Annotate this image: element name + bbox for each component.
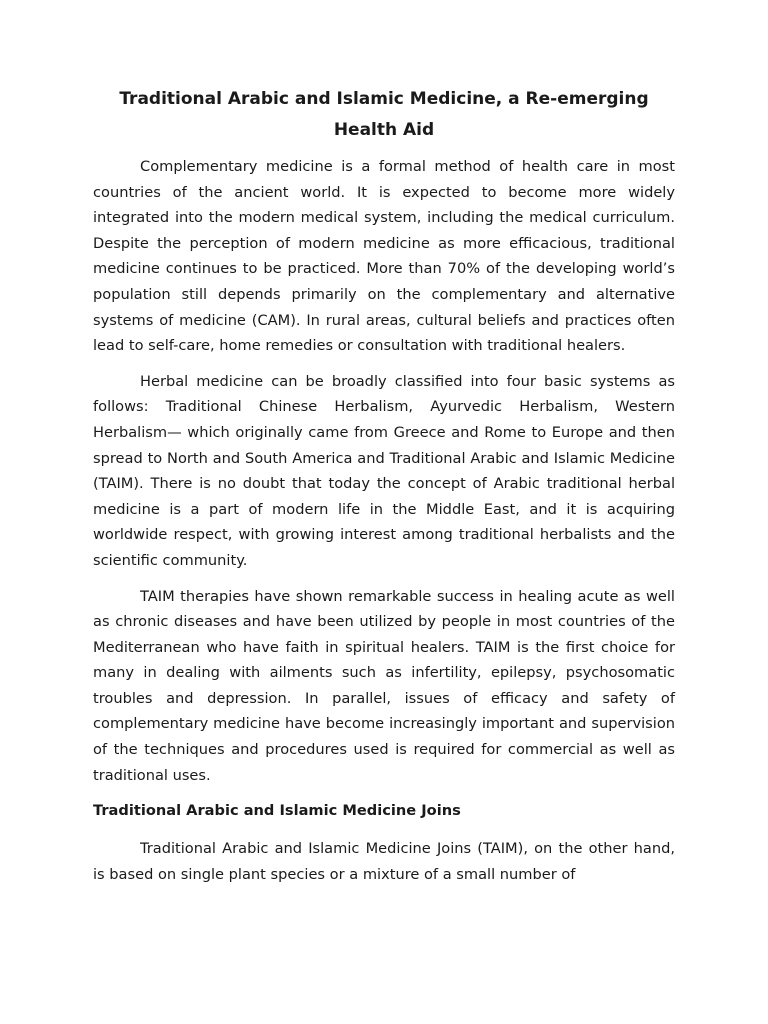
paragraph-taim-joins: Traditional Arabic and Islamic Medicine Joins (TAIM), on the other hand, is based on single plant species or a mixture of a small number of <box>93 840 675 883</box>
document-title: Traditional Arabic and Islamic Medicine, a Re-emerging Health Aid <box>119 89 649 140</box>
section-heading: Traditional Arabic and Islamic Medicine Joins <box>93 802 461 820</box>
paragraph-taim-therapies: TAIM therapies have shown remarkable success in healing acute as well as chronic diseases and have been utilized by people in most countries of the Mediterranean who have faith in spiritual healers. TAIM is the first choice for many in dealing with ailments such as infertility, epilepsy, psychosomatic troubles and depression. In parallel, issues of efficacy and safety of complementary medicine have become increasingly important and supervision of the techniques and procedures used is required for commercial as well as traditional uses. <box>93 587 675 784</box>
paragraph-complementary-medicine: Complementary medicine is a formal method of health care in most countries of the ancient world. It is expected to become more widely integrated into the modern medical system, including the medical curriculum. Despite the perception of modern medicine as more efficacious, traditional medicine continues to be practiced. More than 70% of the developing world’s population still depends primarily on the complementary and alternative systems of medicine (CAM). In rural areas, cultural beliefs and practices often lead to self-care, home remedies or consultation with traditional healers. <box>93 158 675 355</box>
paragraph-herbal-medicine-systems: Herbal medicine can be broadly classified into four basic systems as follows: Traditional Chinese Herbalism, Ayurvedic Herbalism, Western Herbalism— which originally came from Greece and Rome to Europe and then spread to North and South America and Traditional Arabic and Islamic Medicine (TAIM). There is no doubt that today the concept of Arabic traditional herbal medicine is a part of modern life in the Middle East, and it is acquiring worldwide respect, with growing interest among traditional herbalists and the scientific community. <box>93 372 675 569</box>
document-page <box>93 84 675 897</box>
